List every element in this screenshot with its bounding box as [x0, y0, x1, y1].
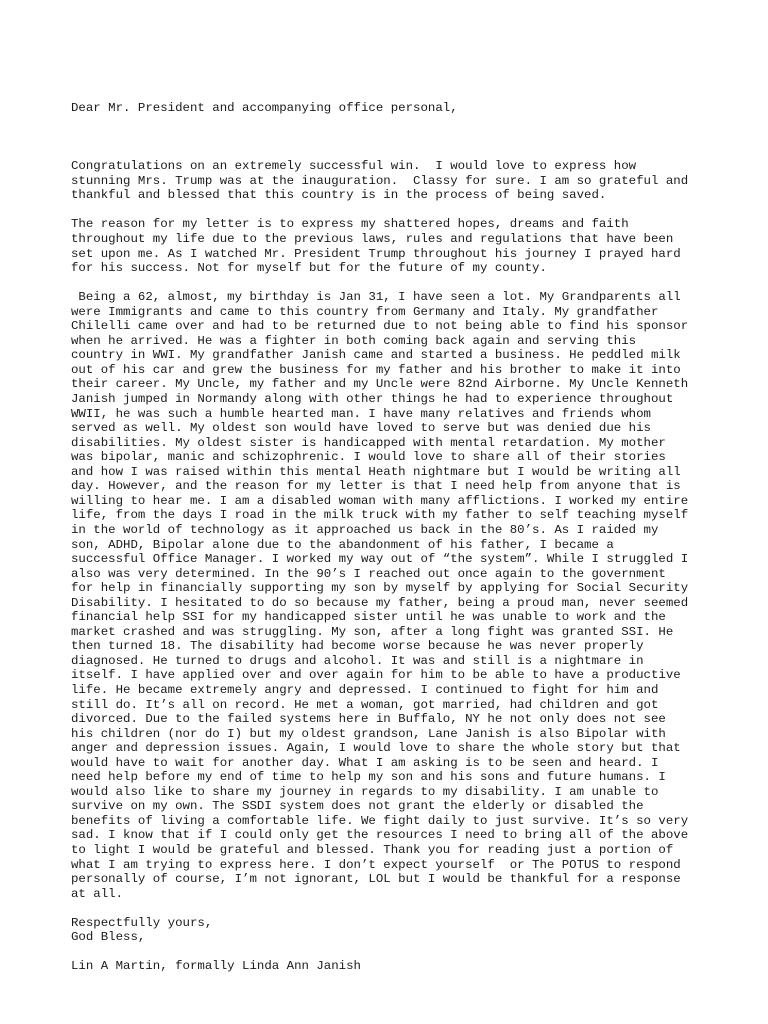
paragraph-line: were Immigrants and came to this country from Germany and Italy. My grandfather	[71, 304, 659, 319]
paragraph-line: out of his car and grew the business for my father and his brother to make it into	[71, 362, 681, 377]
paragraph-line: would have to wait for another day. What I am asking is to be seen and heard. I	[71, 755, 659, 770]
paragraph-line: divorced. Due to the failed systems here in Buffalo, NY he not only does not see	[71, 712, 666, 727]
paragraph-line: successful Office Manager. I worked my way out of “the system”. While I struggled I	[71, 552, 689, 567]
paragraph-congratulations	[71, 159, 731, 203]
paragraph-line: financial help SSI for my handicapped sister until he was unable to work and the	[71, 610, 666, 625]
paragraph-line: his children (nor do I) but my oldest grandson, Lane Janish is also Bipolar with	[71, 726, 666, 741]
signature: Lin A Martin, formally Linda Ann Janish	[71, 959, 361, 974]
closing-line: God Bless,	[71, 930, 146, 945]
paragraph-line: also was very determined. In the 90’s I reached out once again to the government	[71, 566, 666, 581]
paragraph-line: personally of course, I’m not ignorant, LOL but I would be thankful for a response	[71, 872, 681, 887]
paragraph-line: served as well. My oldest son would have loved to serve but was denied due his	[71, 421, 651, 436]
paragraph-line: would also like to share my journey in regards to my disability. I am unable to	[71, 784, 659, 799]
paragraph-line: market crashed and was struggling. My son, after a long fight was granted SSI. He	[71, 624, 674, 639]
paragraph-line: country in WWI. My grandfather Janish came and started a business. He peddled milk	[71, 348, 681, 363]
letter-page	[71, 72, 731, 988]
paragraph-line: was bipolar, manic and schizophrenic. I would love to share all of their stories	[71, 450, 666, 465]
paragraph-line: life. He became extremely angry and depressed. I continued to fight for him and	[71, 682, 659, 697]
paragraph-line: disabilities. My oldest sister is handicapped with mental retardation. My mother	[71, 435, 666, 450]
paragraph-line: son, ADHD, Bipolar alone due to the abandonment of his father, I became a	[71, 537, 614, 552]
paragraph-line: when he arrived. He was a fighter in both coming back again and serving this	[71, 333, 637, 348]
paragraph-line: day. However, and the reason for my letter is that I need help from anyone that is	[71, 479, 681, 494]
paragraph-line: The reason for my letter is to express my shattered hopes, dreams and faith	[71, 217, 629, 232]
paragraph-line: WWII, he was such a humble hearted man. I have many relatives and friends whom	[71, 406, 651, 421]
salutation	[71, 72, 731, 145]
paragraph-reason	[71, 217, 731, 275]
paragraph-story	[71, 290, 731, 901]
paragraph-line: for his success. Not for myself but for the future of my county.	[71, 261, 547, 276]
paragraph-line: Disability. I hesitated to do so because my father, being a proud man, never seemed	[71, 595, 689, 610]
closing-line: Respectfully yours,	[71, 915, 213, 930]
paragraph-line: Being a 62, almost, my birthday is Jan 31, I have seen a lot. My Grandparents all	[71, 290, 681, 305]
paragraph-line: at all.	[71, 886, 124, 901]
paragraph-line: thankful and blessed that this country is in the process of being saved.	[71, 188, 607, 203]
paragraph-line: willing to hear me. I am a disabled woman with many afflictions. I worked my entire	[71, 493, 689, 508]
closing-block	[71, 916, 731, 945]
paragraph-line: still do. It’s all on record. He met a woman, got married, had children and got	[71, 697, 659, 712]
paragraph-line: itself. I have applied over and over again for him to be able to have a productive	[71, 668, 681, 683]
paragraph-line: Chilelli came over and had to be returned due to not being able to find his sponsor	[71, 319, 689, 334]
paragraph-line: need help before my end of time to help my son and his sons and future humans. I	[71, 770, 666, 785]
paragraph-line: then turned 18. The disability had become worse because he was never properly	[71, 639, 644, 654]
paragraph-line: in the world of technology as it approached us back in the 80’s. As I raided my	[71, 522, 659, 537]
salutation-line: Dear Mr. President and accompanying office personal,	[71, 101, 458, 116]
paragraph-line: to light I would be grateful and blessed. Thank you for reading just a portion of	[71, 842, 674, 857]
paragraph-line: what I am trying to express here. I don’t expect yourself or The POTUS to respond	[71, 857, 681, 872]
paragraph-line: sad. I know that if I could only get the resources I need to bring all of the above	[71, 828, 689, 843]
paragraph-line: and how I was raised within this mental Heath nightmare but I would be writing all	[71, 464, 681, 479]
paragraph-line: diagnosed. He turned to drugs and alcohol. It was and still is a nightmare in	[71, 653, 644, 668]
signature-block	[71, 959, 731, 974]
paragraph-line: benefits of living a comfortable life. We fight daily to just survive. It’s so very	[71, 813, 689, 828]
paragraph-line: survive on my own. The SSDI system does not grant the elderly or disabled the	[71, 799, 644, 814]
paragraph-line: life, from the days I road in the milk truck with my father to self teaching myself	[71, 508, 689, 523]
paragraph-line: Janish jumped in Normandy along with other things he had to experience throughout	[71, 392, 674, 407]
paragraph-line: for help in financially supporting my son by myself by applying for Social Security	[71, 581, 689, 596]
paragraph-line: anger and depression issues. Again, I would love to share the whole story but that	[71, 741, 681, 756]
paragraph-line: Congratulations on an extremely successful win. I would love to express how	[71, 159, 637, 174]
paragraph-line: throughout my life due to the previous laws, rules and regulations that have been	[71, 232, 674, 247]
paragraph-line: set upon me. As I watched Mr. President Trump throughout his journey I prayed hard	[71, 246, 681, 261]
paragraph-line: stunning Mrs. Trump was at the inauguration. Classy for sure. I am so grateful and	[71, 173, 689, 188]
paragraph-line: their career. My Uncle, my father and my Uncle were 82nd Airborne. My Uncle Kenneth	[71, 377, 689, 392]
